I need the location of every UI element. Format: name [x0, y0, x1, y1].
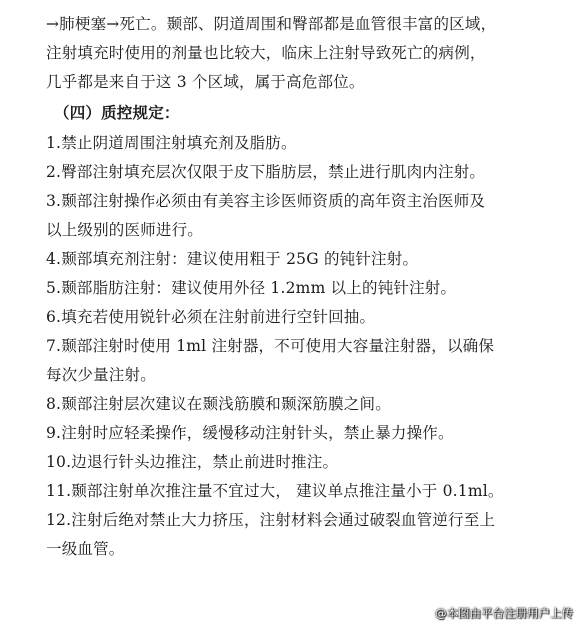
rule-12-continued: 一级血管。 — [46, 540, 125, 558]
rule-10: 10.边退行针头边推注，禁止前进时推注。 — [46, 453, 339, 471]
rules-list — [46, 129, 561, 564]
upload-watermark: @本图由平台注册用户上传 — [435, 606, 573, 620]
rule-7: 7.颞部注射时使用 1ml 注射器，不可使用大容量注射器，以确保 — [46, 337, 495, 355]
intro-line-2: 注射填充时使用的剂量也比较大，临床上注射导致死亡的病例， — [46, 44, 486, 62]
intro-line-3: 几乎都是来自于这 3 个区域，属于高危部位。 — [46, 73, 365, 91]
intro-line-1: →肺梗塞→死亡。颞部、阴道周围和臀部都是血管很丰富的区域， — [46, 15, 497, 33]
rule-1: 1.禁止阴道周围注射填充剂及脂肪。 — [46, 134, 297, 152]
rule-3: 3.颞部注射操作必须由有美容主诊医师资质的高年资主治医师及 — [46, 192, 486, 210]
intro-paragraph — [46, 10, 561, 97]
rule-5: 5.颞部脂肪注射：建议使用外径 1.2mm 以上的钝针注射。 — [46, 279, 457, 297]
rule-9: 9.注射时应轻柔操作，缓慢移动注射针头，禁止暴力操作。 — [46, 424, 454, 442]
rule-2: 2.臀部注射填充层次仅限于皮下脂肪层，禁止进行肌肉内注射。 — [46, 163, 486, 181]
section-heading: （四）质控规定： — [54, 103, 180, 122]
rule-7-continued: 每次少量注射。 — [46, 366, 156, 384]
rule-6: 6.填充若使用锐针必须在注射前进行空针回抽。 — [46, 308, 376, 326]
rule-4: 4.颞部填充剂注射：建议使用粗于 25G 的钝针注射。 — [46, 250, 419, 268]
rule-3-continued: 以上级别的医师进行。 — [46, 221, 204, 239]
rule-11: 11.颞部注射单次推注量不宜过大， 建议单点推注量小于 0.1ml。 — [46, 482, 504, 500]
rule-8: 8.颞部注射层次建议在颞浅筋膜和颞深筋膜之间。 — [46, 395, 391, 413]
rule-12: 12.注射后绝对禁止大力挤压，注射材料会通过破裂血管逆行至上 — [46, 511, 496, 529]
